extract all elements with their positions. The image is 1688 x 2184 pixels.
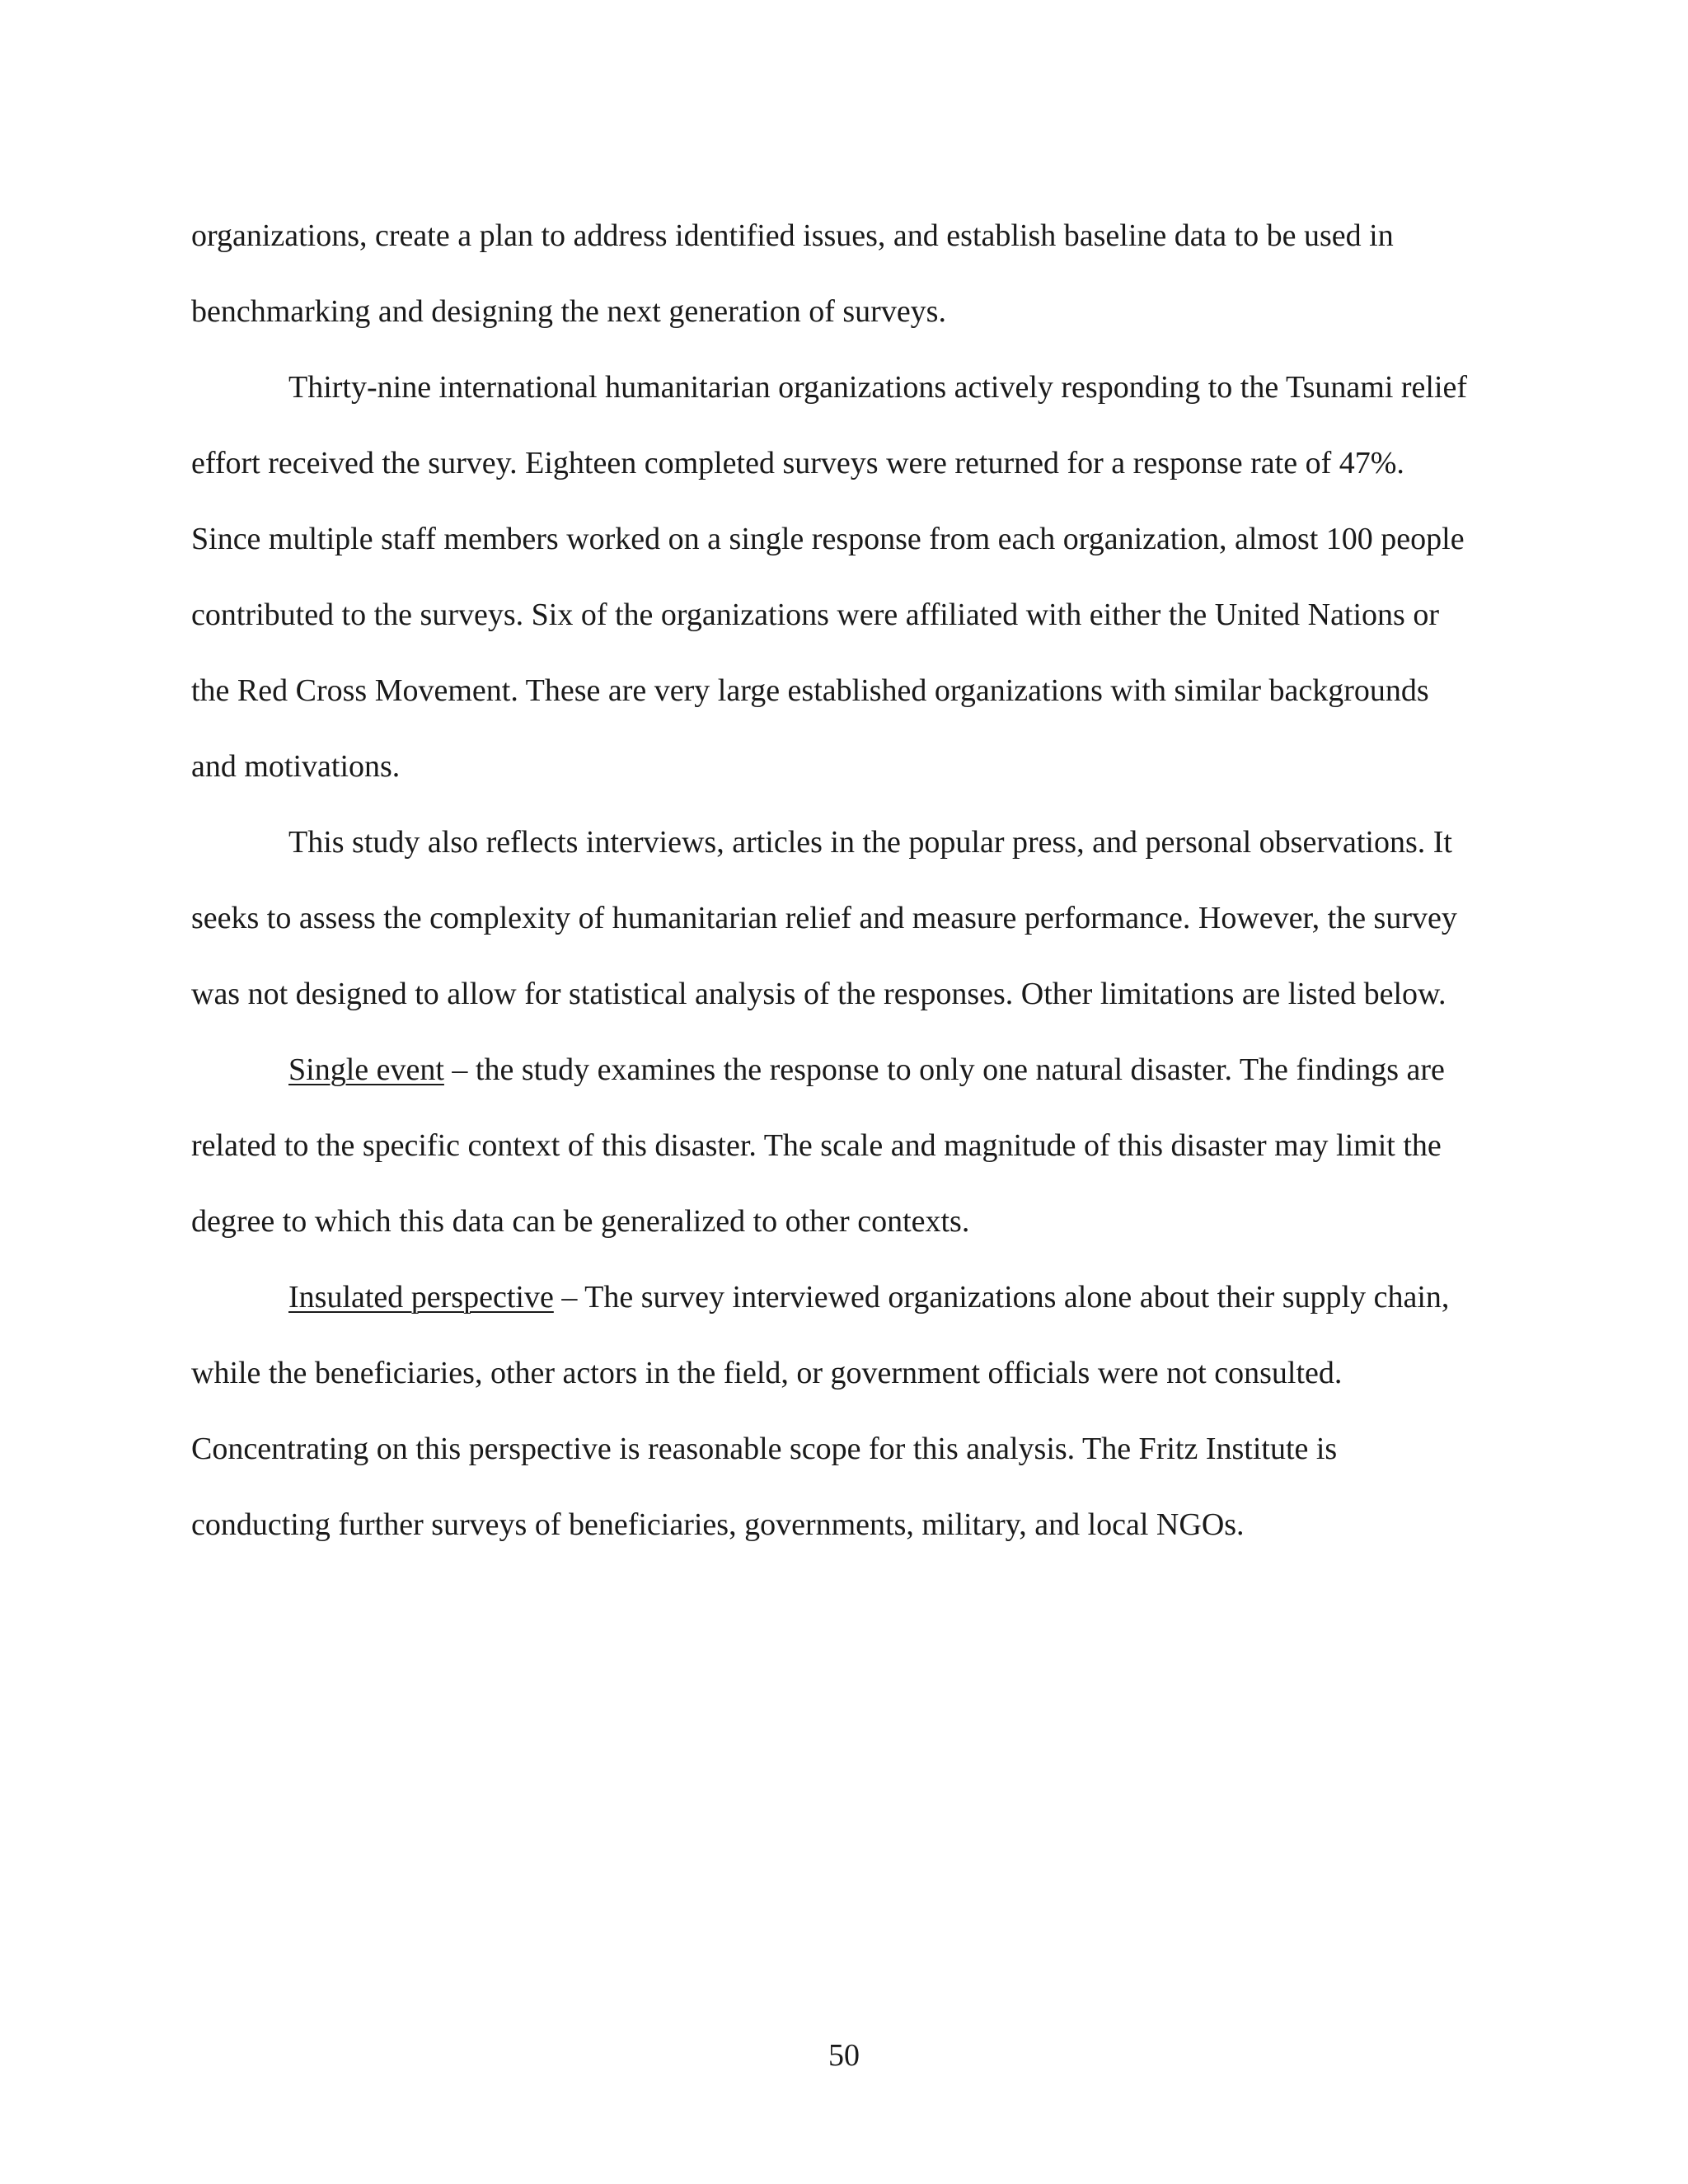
- body-text: [191, 198, 1477, 1563]
- limitation-term: Single event: [288, 1052, 444, 1087]
- limitation-single-event: [191, 1032, 1477, 1259]
- paragraph-survey-description: Thirty-nine international humanitarian organizations actively responding to the Tsunami relief effort received the survey. Eighteen completed surveys were returned for a response rate of 47%. Since multiple staff members worked on a single response from each organization, almost 100 people contributed to the surveys. Six of the organizations were affiliated with either the United Nations or the Red Cross Movement. These are very large established organizations with similar backgrounds and motivations.: [191, 370, 1468, 784]
- paragraph-study-scope: This study also reflects interviews, articles in the popular press, and personal observations. It seeks to assess the complexity of humanitarian relief and measure performance. However, the survey was not designed to allow for statistical analysis of the responses. Other limitations are listed below.: [191, 825, 1457, 1011]
- paragraph-continued: organizations, create a plan to address identified issues, and establish baseline data to be used in benchmarking and designing the next generation of surveys.: [191, 218, 1394, 329]
- page-number: 50: [828, 2038, 860, 2073]
- limitation-term: Insulated perspective: [288, 1280, 554, 1315]
- limitation-insulated-perspective: [191, 1259, 1477, 1563]
- limitation-text: – The survey interviewed organizations alone about their supply chain, while the beneficiaries, other actors in the field, or government officials were not consulted. Concentrating on this perspective is reasonable scope for this analysis. The Fritz Institute is conducting further surveys of beneficiaries, governments, military, and local NGOs.: [191, 1280, 1450, 1542]
- limitation-text: – the study examines the response to only one natural disaster. The findings are related to the specific context of this disaster. The scale and magnitude of this disaster may limit the degree to which this data can be generalized to other contexts.: [191, 1052, 1445, 1239]
